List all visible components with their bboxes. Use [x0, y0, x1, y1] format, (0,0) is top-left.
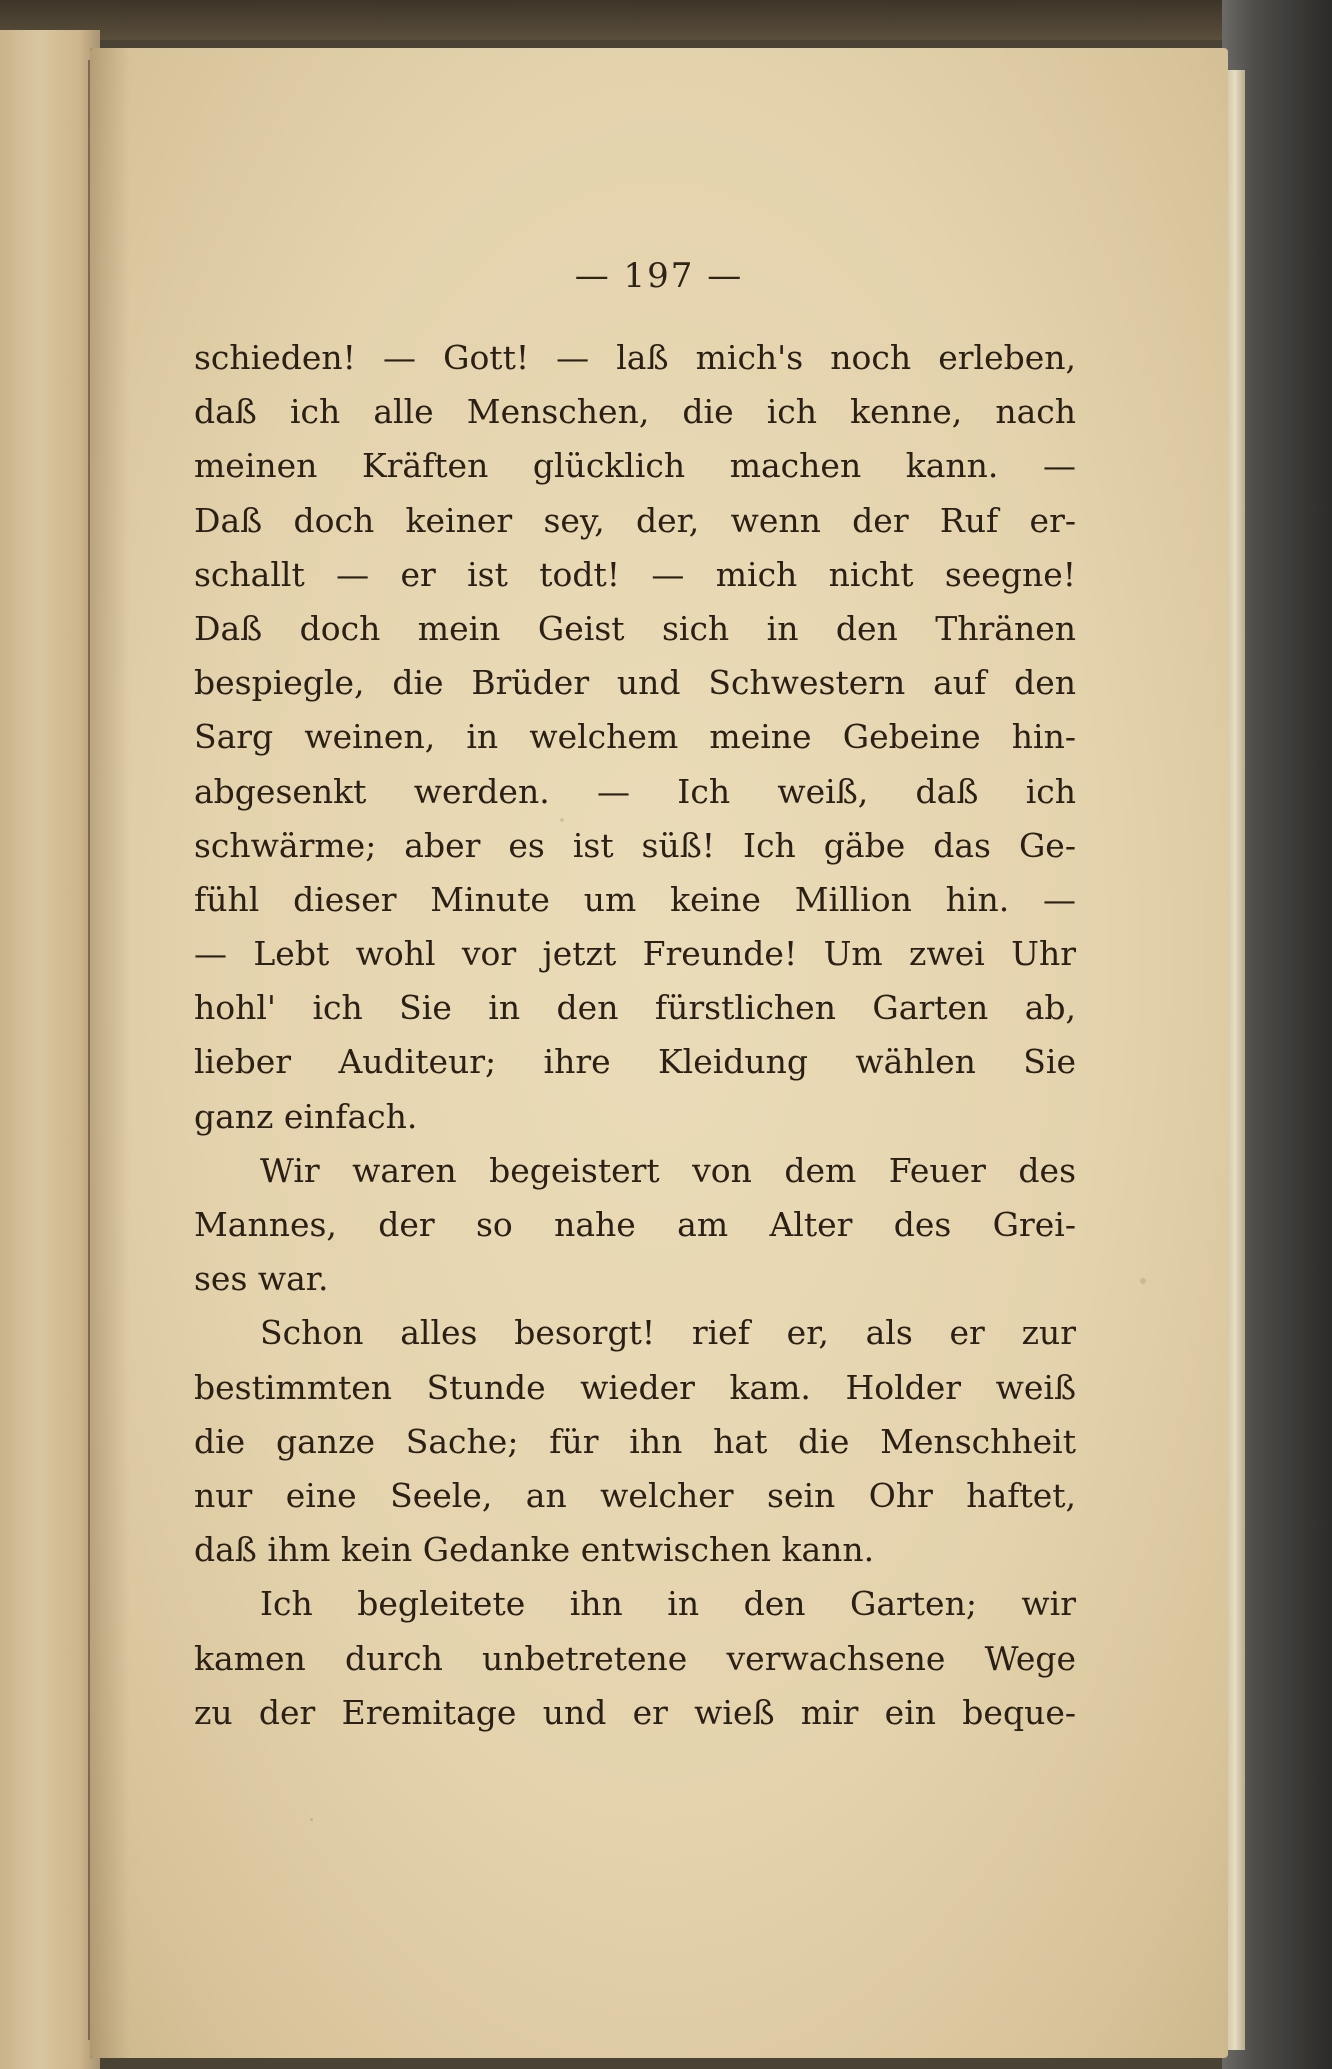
- text-line: daß ihm kein Gedanke entwischen kann.: [194, 1530, 875, 1570]
- text-line: schwärme; aber es ist süß! Ich gäbe das Ge-: [194, 825, 1076, 865]
- text-line: hohl' ich Sie in den fürstlichen Garten ab,: [194, 988, 1076, 1028]
- text-line: Mannes, der so nahe am Alter des Grei-: [194, 1205, 1076, 1244]
- text-line: die ganze Sache; für ihn hat die Menschheit: [194, 1421, 1076, 1461]
- foxing-spot: [310, 1818, 313, 1821]
- body-text: [194, 331, 1076, 1740]
- text-line: nur eine Seele, an welcher sein Ohr haftet,: [194, 1475, 1076, 1515]
- text-line: meinen Kräften glücklich machen kann. —: [194, 446, 1076, 486]
- text-line: Schon alles besorgt! rief er, als er zur: [260, 1313, 1076, 1353]
- text-line: Ich begleitete ihn in den Garten; wir: [260, 1584, 1076, 1624]
- text-line: ses war.: [194, 1259, 329, 1299]
- text-line: bestimmten Stunde wieder kam. Holder weiß: [194, 1367, 1076, 1407]
- text-line: zu der Eremitage und er wieß mir ein beque-: [194, 1692, 1076, 1732]
- gutter-shadow: [90, 48, 130, 2058]
- text-line: kamen durch unbetretene verwachsene Wege: [194, 1638, 1076, 1678]
- top-strip: [0, 0, 1332, 40]
- foxing-spot: [1140, 1278, 1146, 1284]
- text-line: ganz einfach.: [194, 1096, 418, 1136]
- text-line: — Lebt wohl vor jetzt Freunde! Um zwei Uhr: [194, 934, 1076, 974]
- text-line: Daß doch mein Geist sich in den Thränen: [194, 608, 1076, 648]
- text-line: abgesenkt werden. — Ich weiß, daß ich: [194, 771, 1076, 811]
- text-line: Wir waren begeistert von dem Feuer des: [260, 1150, 1076, 1190]
- text-line: Daß doch keiner sey, der, wenn der Ruf er-: [194, 500, 1076, 540]
- book-page: [90, 48, 1228, 2058]
- text-line: lieber Auditeur; ihre Kleidung wählen Sie: [194, 1042, 1076, 1082]
- text-line: schieden! — Gott! — laß mich's noch erleben,: [194, 338, 1076, 377]
- page-stack-edge: [1225, 70, 1245, 2050]
- page-number: — 197 —: [574, 256, 744, 296]
- text-line: bespiegle, die Brüder und Schwestern auf den: [194, 663, 1076, 703]
- text-line: fühl dieser Minute um keine Million hin. —: [194, 879, 1076, 919]
- left-page-edge: [0, 30, 100, 2069]
- text-line: schallt — er ist todt! — mich nicht seegne!: [194, 554, 1076, 594]
- text-line: daß ich alle Menschen, die ich kenne, nach: [194, 392, 1076, 432]
- text-line: Sarg weinen, in welchem meine Gebeine hin-: [194, 717, 1076, 757]
